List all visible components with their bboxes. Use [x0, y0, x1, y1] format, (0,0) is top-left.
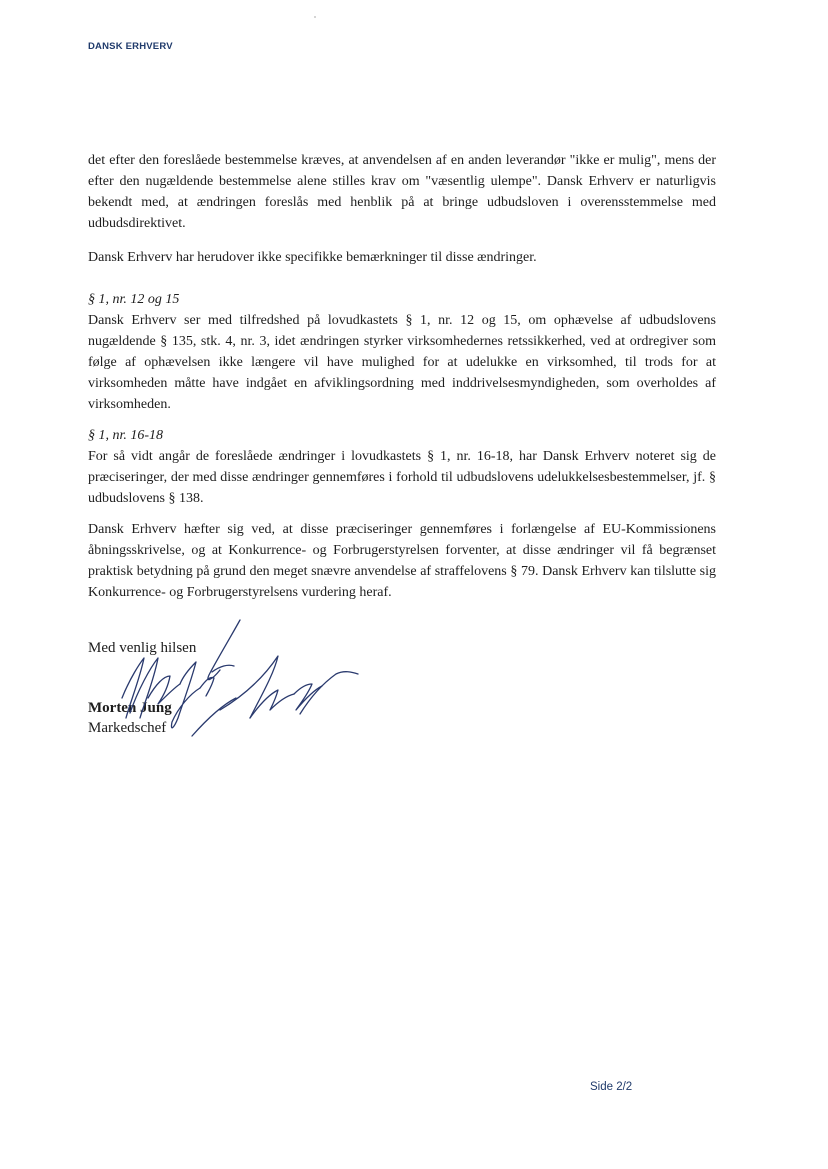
paragraph-closing-remark-text: Dansk Erhverv hæfter sig ved, at disse præciseringer gennemføres i forlængelse af EU-Kommissionens åbningsskrivelse, og at Konkurrence- og Forbrugerstyrelsen forventer, at disse ændringer vil få begrænset praktisk betydning på grund den meget snævre anvendelse af straffelovens § 79. Dansk Erhverv kan tilslutte sig Konkurrence- og Forbrugerstyrelsens vurdering heraf. [88, 522, 716, 600]
page-number: Side 2/2 [590, 1081, 633, 1093]
section-text: Dansk Erhverv ser med tilfredshed på lovudkastets § 1, nr. 12 og 15, om ophævelse af udbudslovens nugældende § 135, stk. 4, nr. 3, idet ændringen styrker virksomhedernes retssikkerhed, ved at ordregiver som følge af ophævelsen ikke længere vil have mulighed for at udelukke en virksomhed, til trods for at virksomheden måtte have indgået en afviklingsordning med inddrivelsesmyndigheden, som overholdes af virksomheden. [88, 313, 716, 412]
paragraph-no-comments [88, 247, 716, 268]
signer-name: Morten Jung [88, 700, 172, 716]
closing-greeting: Med venlig hilsen [88, 640, 197, 656]
company-logo-header: DANSK ERHVERV [88, 41, 173, 52]
section-text: For så vidt angår de foreslåede ændringer i lovudkastets § 1, nr. 16-18, har Dansk Erhverv noteret sig de præciseringer, der med disse ændringer gennemføres i forhold til udbudslovens udelukkelsesbestemmelser, jf. § udbudslovens § 138. [88, 449, 716, 506]
handwritten-signature-icon [100, 618, 360, 748]
signer-title: Markedschef [88, 720, 167, 736]
paragraph-no-comments-text: Dansk Erhverv har herudover ikke specifikke bemærkninger til disse ændringer. [88, 250, 537, 265]
paragraph-intro [88, 150, 716, 234]
section-heading: § 1, nr. 12 og 15 [88, 292, 180, 307]
section-heading: § 1, nr. 16-18 [88, 428, 164, 443]
paragraph-intro-text: det efter den foreslåede bestemmelse kræves, at anvendelsen af en anden leverandør "ikke er mulig", mens der efter den nugældende bestemmelse alene stilles krav om "væsentlig ulempe". Dansk Erhverv er naturligvis bekendt med, at ændringen foreslås med henblik på at bringe udbudsloven i overensstemmelse med udbudsdirektivet. [88, 153, 716, 231]
section-2 [88, 425, 716, 509]
paragraph-closing-remark [88, 519, 716, 603]
scan-artifact [314, 16, 316, 18]
section-1 [88, 289, 716, 415]
